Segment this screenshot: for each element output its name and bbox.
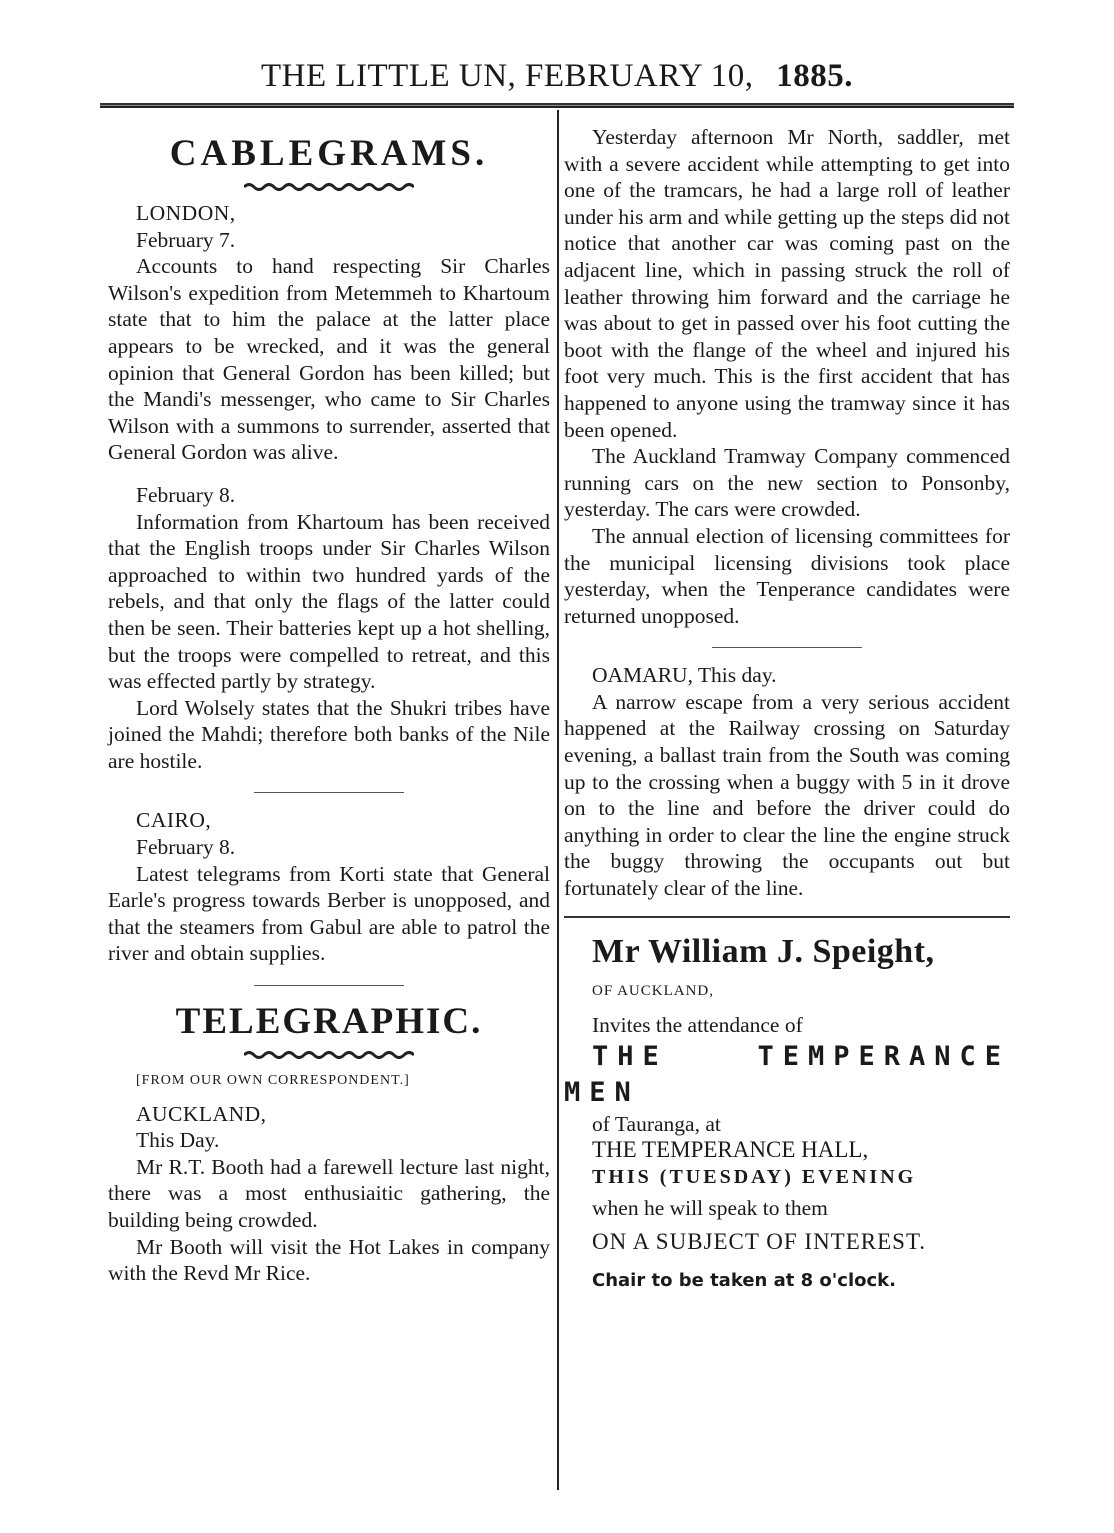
local-para-1: Yesterday afternoon Mr North, saddler, met with a severe accident while attempting to get into one of the tramcars, he had a large roll of leather under his arm and while getting up the steps did not notice that another car was coming past on the adjacent line, which in passing struck the roll of leather throwing him forward and the carriage he was about to get in passed over his foot cutting the boot with the flange of the wheel and injured his foot very much. This is the first accident that has happened to anyone using the tramway since it has been opened. [564, 125, 1010, 442]
oamaru-place: OAMARU, This day. [592, 663, 777, 688]
dateline-this-day: This Day. [136, 1128, 220, 1153]
london-para-1: Accounts to hand respecting Sir Charles Wilson's expedition from Metemmeh to Khartoum state that to him the palace at the latter place appears to be wrecked, and it was the general opinion that General Gordon has been killed; but the Mandi's messenger, who came to Sir Charles Wilson with a summons to surrender, asserted that General Gordon was alive. [108, 254, 550, 465]
top-rule [100, 103, 1014, 108]
auckland-place: AUCKLAND, [136, 1101, 267, 1126]
local-para-2: The Auckland Tramway Company commenced running cars on the new section to Ponsonby, yesterday. The cars were crowded. [564, 444, 1010, 522]
advert-venue: THE TEMPERANCE HALL, [592, 1137, 869, 1163]
advert-chair: Chair to be taken at 8 o'clock. [592, 1269, 896, 1291]
masthead-title: THE LITTLE UN, [260, 58, 517, 94]
local-para-3: The annual election of licensing committees for the municipal licensing divisions took place yesterday, when the Tenperance candidates were returned unopposed. [564, 523, 1010, 628]
right-column [564, 118, 1010, 1294]
advertisement [564, 930, 1010, 1295]
telegraphic-heading: TELEGRAPHIC. [175, 1001, 483, 1043]
section-rule [712, 647, 862, 648]
auckland-para-2: Mr Booth will visit the Hot Lakes in company with the Revd Mr Rice. [108, 1234, 550, 1286]
left-column [108, 118, 550, 1287]
advert-invites: Invites the attendance of [592, 1013, 803, 1038]
london-place: LONDON, [136, 201, 236, 225]
section-rule [254, 792, 404, 793]
advert-display: THE TEMPERANCE MEN [564, 1040, 1010, 1108]
advert-subject: ON A SUBJECT OF INTEREST. [592, 1229, 927, 1255]
advert-rule [564, 916, 1010, 918]
london-para-2: Information from Khartoum has been received that the English troops under Sir Charles Wilson approached to within two hundred yards of the rebels, and that only the flags of the latter could then be seen. Their batteries kept up a hot shelling, but the troops were compelled to retreat, and this was effected partly by strategy. [108, 509, 550, 694]
auckland-para-1: Mr R.T. Booth had a farewell lecture last night, there was a most enthusiaitic gathering, the building being crowded. [108, 1154, 550, 1232]
correspondent-subhead: [FROM OUR OWN CORRESPONDENT.] [136, 1073, 410, 1089]
cablegrams-heading: CABLEGRAMS. [169, 133, 489, 174]
cairo-place: CAIRO, [136, 808, 212, 833]
london-para-3: Lord Wolsely states that the Shukri tribes have joined the Mahdi; therefore both banks of the Nile are hostile. [108, 695, 550, 773]
section-rule [254, 985, 404, 986]
squiggle-ornament [244, 182, 414, 192]
cairo-para: Latest telegrams from Korti state that General Earle's progress towards Berber is unopposed, and that the steamers from Gabul are able to patrol the river and obtain supplies. [108, 861, 550, 966]
column-divider [557, 110, 559, 1490]
dateline-feb8: February 8. [136, 482, 236, 507]
masthead [100, 58, 1014, 95]
dateline-cairo: February 8. [136, 835, 236, 860]
dateline-feb7: February 7. [136, 227, 236, 252]
advert-speak: when he will speak to them [592, 1195, 828, 1220]
masthead-date: FEBRUARY 10, [525, 58, 754, 94]
masthead-year: 1885. [776, 58, 854, 94]
oamaru-para: A narrow escape from a very serious accident happened at the Railway crossing on Saturday evening, a ballast train from the South was coming up to the crossing when a buggy with 5 in it drove on to the line and before the driver could do anything in order to clear the line the engine struck the buggy throwing the occupants out but fortunately clear of the line. [564, 689, 1010, 901]
advert-of: OF AUCKLAND, [592, 982, 715, 999]
advert-of-town: of Tauranga, at [592, 1111, 721, 1136]
advert-name: Mr William J. Speight, [592, 932, 935, 970]
squiggle-ornament [244, 1050, 414, 1060]
advert-when: THIS (TUESDAY) EVENING [592, 1166, 917, 1188]
